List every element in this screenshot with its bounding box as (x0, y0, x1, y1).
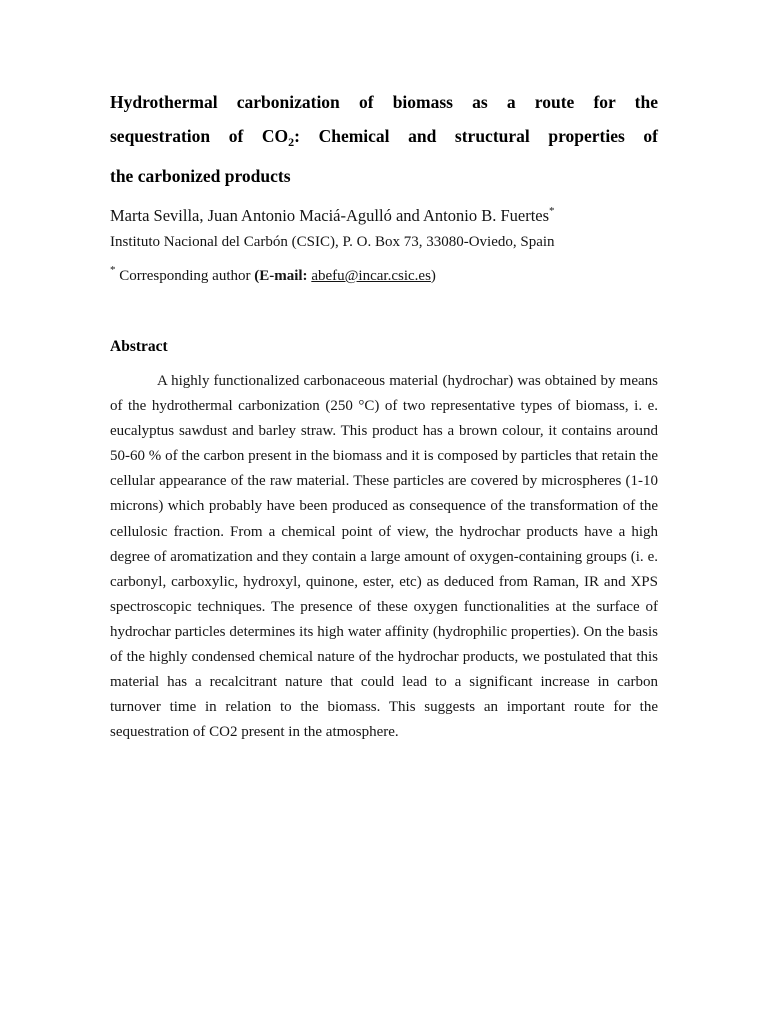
title-line-2-post: : Chemical and structural properties of (294, 126, 658, 146)
title-line-2 (110, 119, 658, 159)
title-line-3: the carbonized products (110, 166, 291, 186)
authors-line (110, 198, 658, 229)
corresponding-author-text: Corresponding author (115, 268, 255, 284)
corresponding-author-line (110, 257, 658, 290)
co2-subscript: 2 (288, 135, 295, 149)
title-line-1: Hydrothermal carbonization of biomass as a route for the (110, 92, 658, 112)
corresponding-author-mark: * (549, 205, 555, 217)
footnote-asterisk: * (110, 264, 116, 276)
title-line-2-pre: sequestration of CO (110, 126, 289, 146)
abstract-paragraph: A highly functionalized carbonaceous material (hydrochar) was obtained by means of the hydrothermal carbonization (250 °C) of two representative types of biomass, i. e. eucalyptus sawdust and barley straw. This product has a brown colour, it contains around 50-60 % of the carbon present in the biomass and it is composed by particles that retain the cellular appearance of the raw material. These particles are covered by microspheres (1-10 microns) which probably have been produced as consequence of the transformation of the cellulosic fraction. From a chemical point of view, the hydrochar products have a high degree of aromatization and they contain a large amount of oxygen-containing groups (i. e. carbonyl, carboxylic, hydroxyl, quinone, ester, etc) as deduced from Raman, IR and XPS spectroscopic techniques. The presence of these oxygen functionalities at the surface of hydrochar particles determines its high water affinity (hydrophilic properties). On the basis of the highly condensed chemical nature of the hydrochar products, we postulated that this material has a recalcitrant nature that could lead to a significant increase in carbon turnover time in relation to the biomass. This suggests an important route for the sequestration of CO2 present in the atmosphere. (110, 373, 658, 741)
email-link[interactable]: abefu@incar.csic.es (311, 268, 431, 284)
abstract-heading: Abstract (110, 338, 168, 355)
email-label: (E-mail: (254, 268, 312, 284)
author-names: Marta Sevilla, Juan Antonio Maciá-Agulló and Antonio B. Fuertes (110, 206, 550, 225)
affiliation-line: Instituto Nacional del Carbón (CSIC), P. O. Box 73, 33080-Oviedo, Spain (110, 234, 555, 250)
paper-title (110, 85, 658, 193)
corresponding-author-close: ) (430, 268, 436, 284)
paper-content (110, 85, 658, 745)
